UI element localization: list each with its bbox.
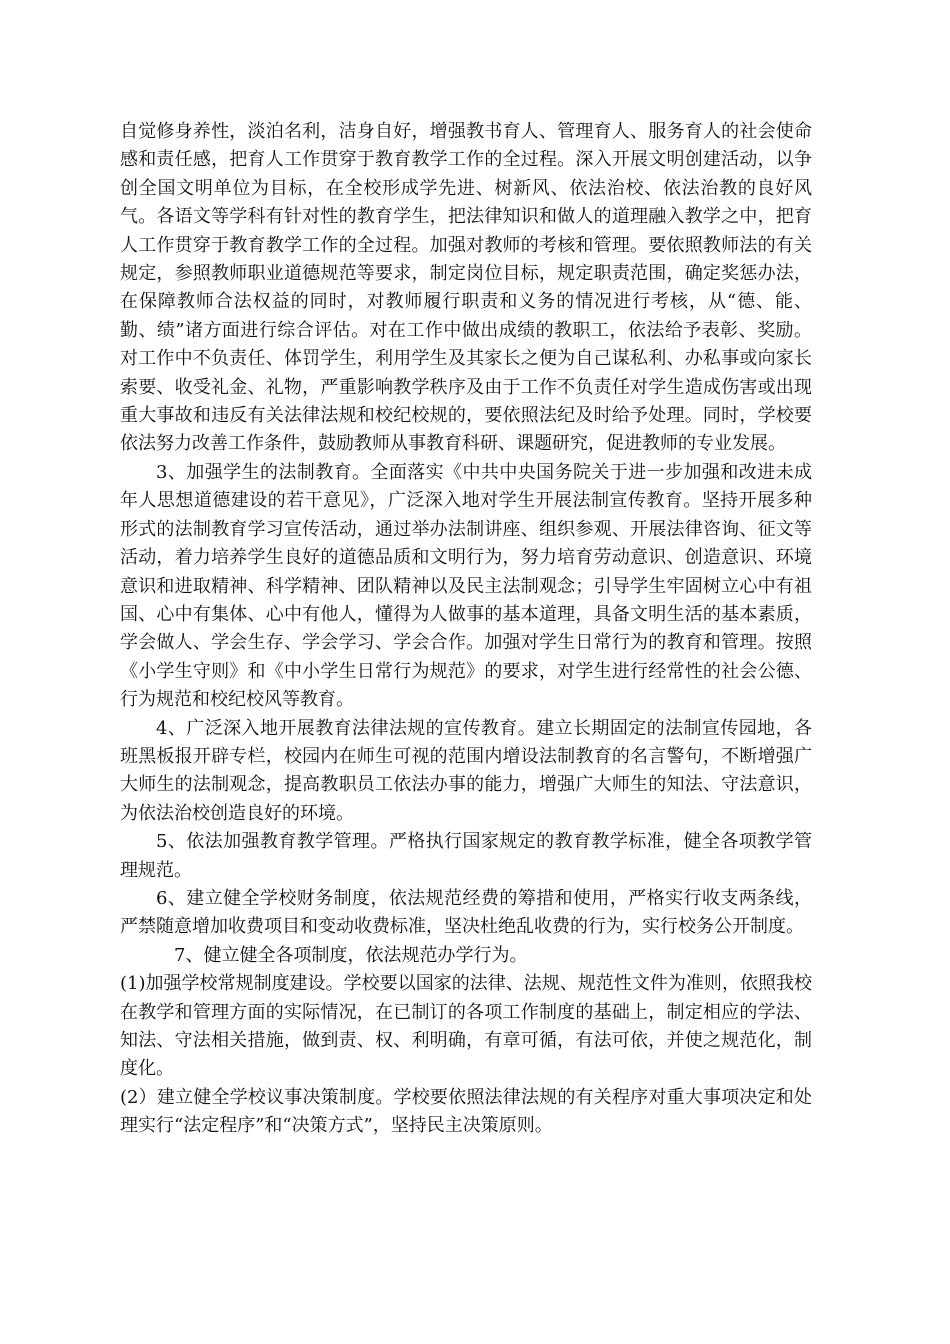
paragraph-regulations-heading: 7、健立健全各项制度，依法规范办学行为。 [174, 944, 528, 966]
document-page [120, 118, 812, 1141]
paragraph-law-publicity: 4、广泛深入地开展教育法律法规的宣传教育。建立长期固定的法制宣传园地，各班黑板报开辟专栏，校园内在师生可视的范围内增设法制教育的名言警句，不断增强广大师生的法制观念，提高教职员工依法办事的能力，增强广大师生的知法、守法意识，为依法治校创造良好的环境。 [120, 717, 812, 824]
paragraph-routine-rules: (1)加强学校常规制度建设。学校要以国家的法律、法规、规范性文件为准则，依照我校在教学和管理方面的实际情况，在已制订的各项工作制度的基础上，制定相应的学法、知法、守法相关措施，做到责、权、利明确，有章可循，有法可依，并使之规范化，制度化。 [120, 973, 812, 1080]
paragraph-decision-system: (2）建立健全学校议事决策制度。学校要依照法律法规的有关程序对重大事项决定和处理实行“法定程序”和“决策方式”，坚持民主决策原则。 [120, 1086, 812, 1137]
paragraph-student-legal-education: 3、加强学生的法制教育。全面落实《中共中央国务院关于进一步加强和改进未成年人思想道德建设的若干意见》，广泛深入地对学生开展法制宣传教育。坚持开展多种形式的法制教育学习宣传活动，通过举办法制讲座、组织参观、开展法律咨询、征文等活动，着力培养学生良好的道德品质和文明行为，努力培育劳动意识、创造意识、环境意识和进取精神、科学精神、团队精神以及民主法制观念；引导学生牢固树立心中有祖国、心中有集体、心中有他人，懂得为人做事的基本道理，具备文明生活的基本素质，学会做人、学会生存、学会学习、学会合作。加强对学生日常行为的教育和管理。按照《小学生守则》和《中小学生日常行为规范》的要求，对学生进行经常性的社会公德、行为规范和校纪校风等教育。 [120, 461, 812, 711]
paragraph-finance-system: 6、建立健全学校财务制度，依法规范经费的筹措和使用，严格实行收支两条线，严禁随意增加收费项目和变动收费标准，坚决杜绝乱收费的行为，实行校务公开制度。 [120, 887, 812, 938]
paragraph-teacher-management: 自觉修身养性，淡泊名利，洁身自好，增强教书育人、管理育人、服务育人的社会使命感和责任感，把育人工作贯穿于教育教学工作的全过程。深入开展文明创建活动，以争创全国文明单位为目标，在全校形成学先进、树新风、依法治校、依法治教的良好风气。各语文等学科有针对性的教育学生，把法律知识和做人的道理融入教学之中，把育人工作贯穿于教育教学工作的全过程。加强对教师的考核和管理。要依照教师法的有关规定，参照教师职业道德规范等要求，制定岗位目标，规定职责范围，确定奖惩办法，在保障教师合法权益的同时，对教师履行职责和义务的情况进行考核，从“德、能、勤、绩”诸方面进行综合评估。对在工作中做出成绩的教职工，依法给予表彰、奖励。对工作中不负责任、体罚学生，利用学生及其家长之便为自己谋私利、办私事或向家长索要、收受礼金、礼物，严重影响教学秩序及由于工作不负责任对学生造成伤害或出现重大事故和违反有关法律法规和校纪校规的，要依照法纪及时给予处理。同时，学校要依法努力改善工作条件，鼓励教师从事教育科研、课题研究，促进教师的专业发展。 [120, 121, 812, 455]
paragraph-teaching-management: 5、依法加强教育教学管理。严格执行国家规定的教育教学标准，健全各项教学管理规范。 [120, 831, 812, 881]
